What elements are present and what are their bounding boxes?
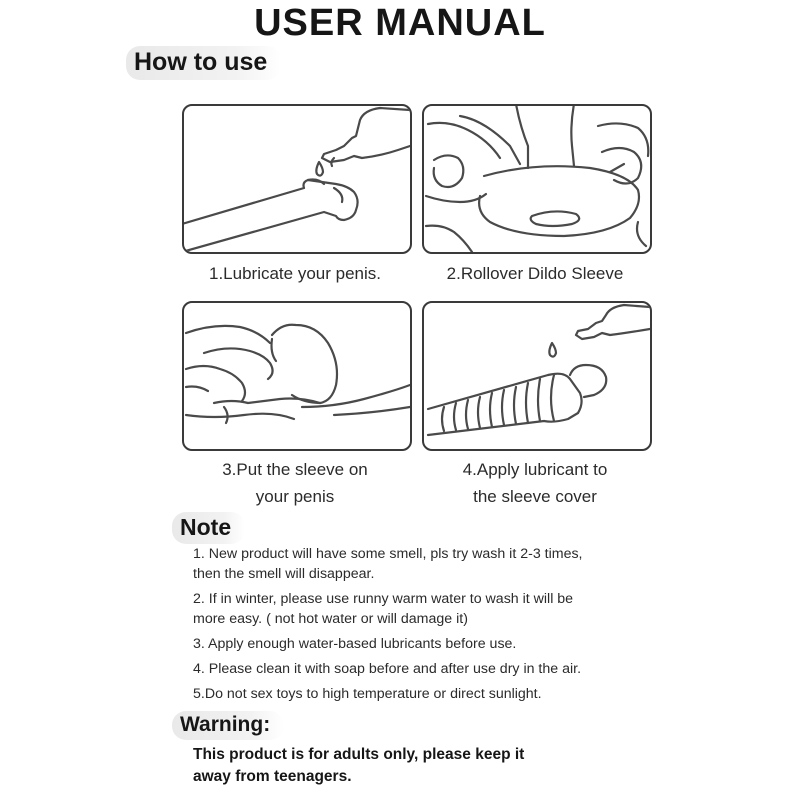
note-item-3 — [193, 634, 663, 654]
step-4-illustration — [422, 301, 652, 451]
step-2-caption — [415, 260, 655, 287]
note-item-4-line-1: 4. Please clean it with soap before and after use dry in the air. — [193, 661, 582, 677]
step-3-caption-line-2: your penis — [255, 487, 335, 506]
warning-line-1: This product is for adults only, please keep it — [193, 746, 525, 763]
step-4-caption-line-1: 4.Apply lubricant to — [462, 460, 608, 479]
warning-heading: Warning: — [172, 711, 284, 740]
warning-text — [193, 744, 613, 788]
note-item-1-line-1: 1. New product will have some smell, pls try wash it 2-3 times, — [193, 546, 583, 562]
note-item-2 — [193, 589, 663, 629]
note-item-1 — [193, 544, 663, 584]
step-3-caption-line-1: 3.Put the sleeve on — [222, 460, 368, 479]
step-3-illustration — [182, 301, 412, 451]
page-title: USER MANUAL — [254, 2, 546, 44]
step-1-illustration — [182, 104, 412, 254]
note-item-5 — [193, 684, 663, 704]
note-item-5-line-1: 5.Do not sex toys to high temperature or direct sunlight. — [193, 686, 542, 702]
note-list — [193, 544, 663, 709]
note-item-2-line-1: 2. If in winter, please use runny warm water to wash it will be — [193, 591, 574, 607]
step-1-caption-line-1: 1.Lubricate your penis. — [209, 264, 381, 283]
step-4-caption-line-2: the sleeve cover — [473, 487, 597, 506]
step-1-caption — [175, 260, 415, 287]
warning-line-2: away from teenagers. — [193, 768, 352, 785]
how-to-use-heading: How to use — [126, 46, 281, 80]
note-item-3-line-1: 3. Apply enough water-based lubricants before use. — [193, 636, 517, 652]
step-2-illustration — [422, 104, 652, 254]
note-item-1-line-2: then the smell will disappear. — [193, 566, 375, 582]
step-2-caption-line-1: 2.Rollover Dildo Sleeve — [446, 264, 624, 283]
step-3-caption — [175, 456, 415, 510]
step-4-caption — [415, 456, 655, 510]
note-item-4 — [193, 659, 663, 679]
note-item-2-line-2: more easy. ( not hot water or will damage it) — [193, 611, 468, 627]
note-heading: Note — [172, 512, 245, 544]
